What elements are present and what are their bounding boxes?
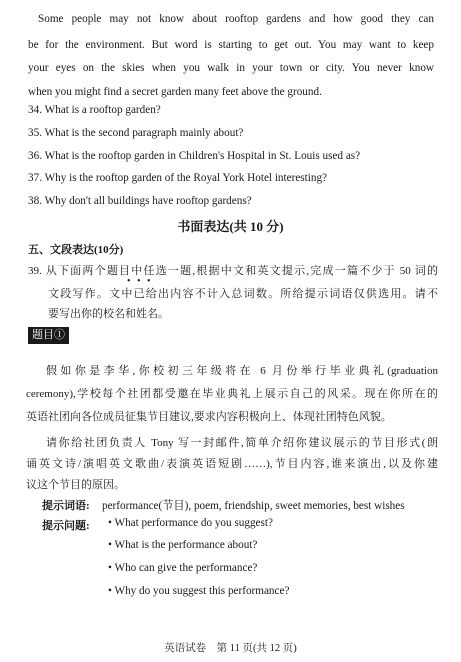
passage-line-2: be for the environment. But word is starting to get out. You may want to keep — [28, 39, 434, 51]
question-34: 34. What is a rooftop garden? — [28, 104, 161, 116]
topic-p2-line-3: 议这个节目的原因。 — [26, 479, 125, 491]
question-36: 36. What is the rooftop garden in Children's Hospital in St. Louis used as? — [28, 150, 361, 162]
question-35: 35. What is the second paragraph mainly about? — [28, 127, 244, 139]
instruction-line-2: 文段写作。文中已给出内容不计入总词数。所给提示词语仅供选用。请不 — [48, 288, 438, 300]
passage-line-1: Some people may not know about rooftop gardens and how good they can — [38, 13, 434, 25]
hint-words-label: 提示词语: — [42, 500, 90, 512]
instruction-line-3: 要写出你的校名和姓名。 — [48, 308, 169, 320]
topic-p2-line-1: 请你给社团负责人 Tony 写一封邮件,简单介绍你建议展示的节目形式(朗 — [46, 437, 438, 449]
hint-words: performance(节目), poem, friendship, sweet memories, best wishes — [102, 500, 405, 512]
hint-question-3: • Who can give the performance? — [108, 562, 258, 574]
hint-question-1: • What performance do you suggest? — [108, 517, 273, 529]
hint-question-2: • What is the performance about? — [108, 539, 258, 551]
hint-question-4: • Why do you suggest this performance? — [108, 585, 290, 597]
question-38: 38. Why don't all buildings have rooftop gardens? — [28, 195, 252, 207]
topic-p1-line-2: ceremony),学校每个社团都受邀在毕业典礼上展示自己的风采。现在你所在的 — [26, 388, 438, 400]
hint-questions-label: 提示问题: — [42, 520, 90, 532]
topic-p2-line-2: 诵英文诗/演唱英文歌曲/表演英语短剧……),节目内容,谁来演出,以及你建 — [26, 458, 438, 470]
passage-line-4: when you might find a secret garden many feet above the ground. — [28, 86, 322, 98]
page-footer: 英语试卷 第 11 页(共 12 页) — [164, 643, 297, 654]
passage-line-3: your eyes on the skies when you walk in your town or city. You never know — [28, 62, 434, 74]
topic-p1-line-1: 假如你是李华,你校初三年级将在 6 月份举行毕业典礼(graduation — [46, 365, 438, 377]
section-title: 书面表达(共 10 分) — [177, 219, 284, 234]
instruction-line-1: 39. 从下面两个题目中任选一题,根据中文和英文提示,完成一篇不少于 50 词的 — [28, 265, 438, 277]
topic-p1-line-3: 英语社团向各位成员征集节目建议,要求内容积极向上、体现社团特色风貌。 — [26, 411, 392, 423]
part-heading: 五、文段表达(10分) — [28, 244, 124, 256]
question-37: 37. Why is the rooftop garden of the Royal York Hotel interesting? — [28, 172, 328, 184]
topic-label: 题目① — [28, 327, 69, 344]
emphasis-dots: • • • — [127, 276, 153, 287]
